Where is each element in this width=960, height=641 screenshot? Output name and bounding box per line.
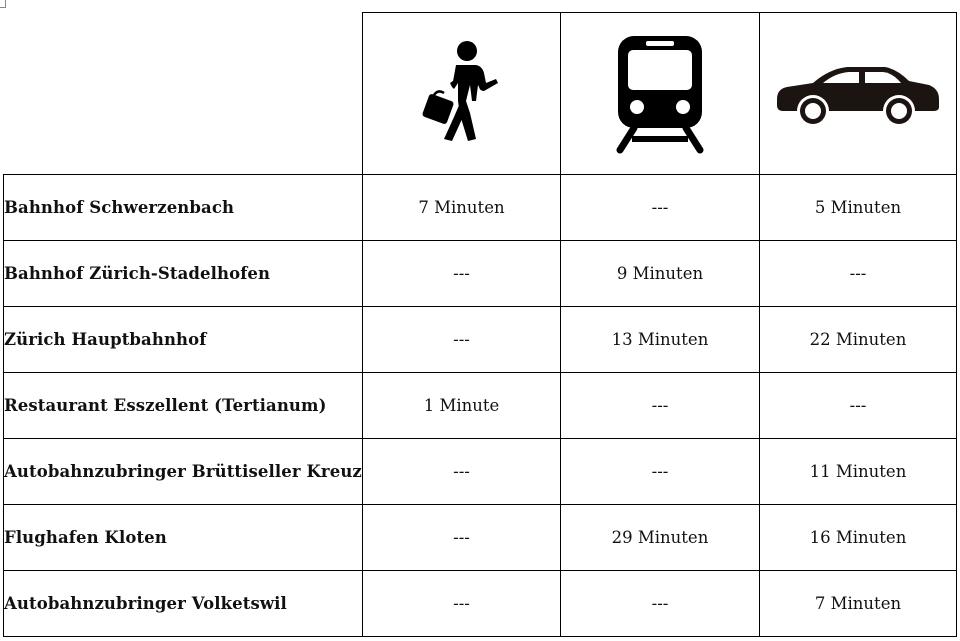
train-time-cell: ---	[561, 175, 760, 241]
car-time-cell: ---	[760, 241, 957, 307]
destination-label: Bahnhof Zürich-Stadelhofen	[4, 241, 363, 307]
table-row	[4, 505, 957, 571]
train-time-cell: 29 Minuten	[561, 505, 760, 571]
destination-label: Zürich Hauptbahnhof	[4, 307, 363, 373]
table-row	[4, 241, 957, 307]
train-time-cell: ---	[561, 439, 760, 505]
walk-time-cell: 1 Minute	[363, 373, 561, 439]
car-icon	[773, 59, 943, 129]
travel-time-table	[3, 12, 957, 637]
destination-label: Autobahnzubringer Volketswil	[4, 571, 363, 637]
destination-label: Bahnhof Schwerzenbach	[4, 175, 363, 241]
table-row	[4, 175, 957, 241]
car-time-cell: 11 Minuten	[760, 439, 957, 505]
icon-header-row	[4, 13, 957, 175]
walk-time-cell: ---	[363, 307, 561, 373]
table-row	[4, 571, 957, 637]
train-time-cell: ---	[561, 373, 760, 439]
table-row	[4, 439, 957, 505]
table-row	[4, 307, 957, 373]
train-time-cell: ---	[561, 571, 760, 637]
car-column-header	[760, 13, 957, 175]
walk-time-cell: 7 Minuten	[363, 175, 561, 241]
walking-person-icon	[412, 39, 512, 149]
car-time-cell: ---	[760, 373, 957, 439]
car-time-cell: 5 Minuten	[760, 175, 957, 241]
train-icon	[610, 32, 710, 156]
walk-time-cell: ---	[363, 571, 561, 637]
car-time-cell: 22 Minuten	[760, 307, 957, 373]
walk-time-cell: ---	[363, 505, 561, 571]
corner-mark	[0, 0, 6, 8]
walking-column-header	[363, 13, 561, 175]
walk-time-cell: ---	[363, 241, 561, 307]
destination-label: Flughafen Kloten	[4, 505, 363, 571]
destination-label: Autobahnzubringer Brüttiseller Kreuz	[4, 439, 363, 505]
train-column-header	[561, 13, 760, 175]
empty-corner-cell	[4, 13, 363, 175]
train-time-cell: 9 Minuten	[561, 241, 760, 307]
car-time-cell: 7 Minuten	[760, 571, 957, 637]
destination-label: Restaurant Esszellent (Tertianum)	[4, 373, 363, 439]
walk-time-cell: ---	[363, 439, 561, 505]
table-row	[4, 373, 957, 439]
train-time-cell: 13 Minuten	[561, 307, 760, 373]
car-time-cell: 16 Minuten	[760, 505, 957, 571]
